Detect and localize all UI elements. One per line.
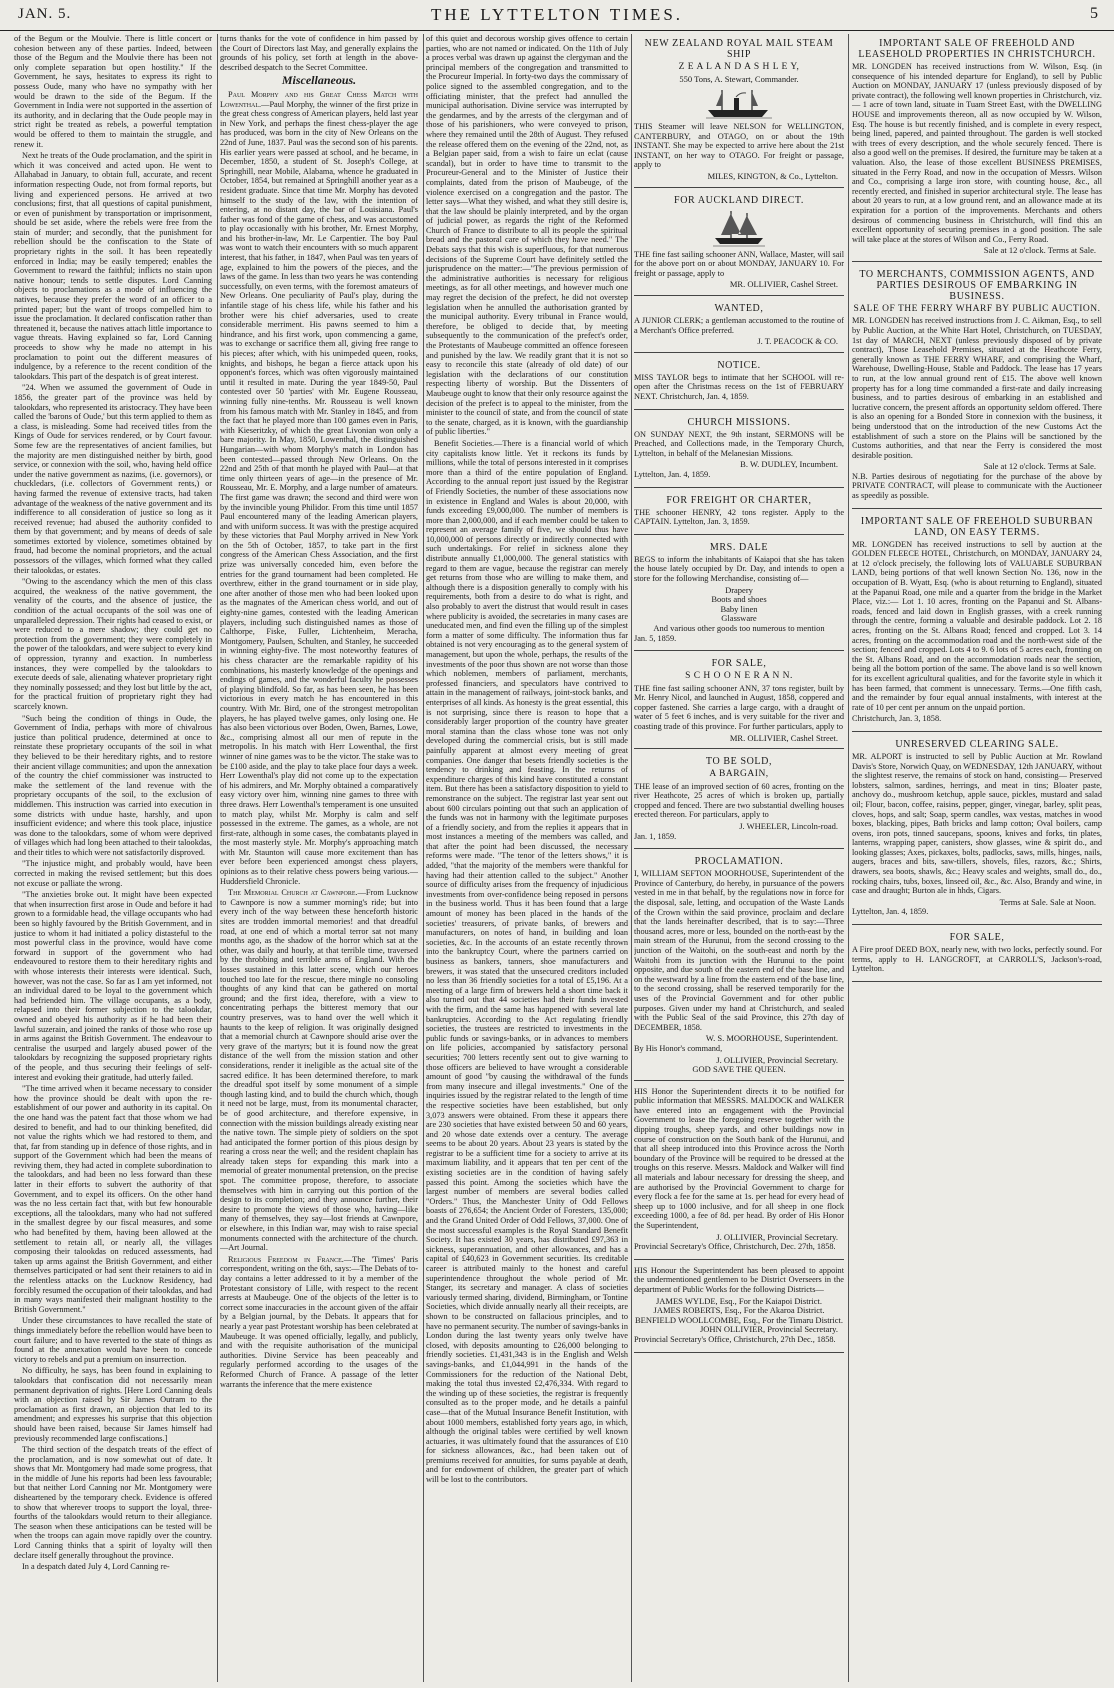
article-paragraph: turns thanks for the vote of confidence in him passed by the Court of Directors last May, and generally explains the grounds of his policy, set forth at length in the above-described despatch to the Secret Committee. (220, 34, 418, 72)
ad-date: Provincial Secretary's Office, Christchurch, Dec. 27th, 1858. (634, 1242, 836, 1252)
sailing-ship-icon (711, 208, 767, 248)
ad-heading: PROCLAMATION. (694, 856, 784, 868)
newspaper-title: THE LYTTELTON TIMES. (430, 5, 684, 24)
article-paragraph: of this quiet and decorous worship gives offence to certain parties, who are not named or indicated. On the 11th of July a proces verbal was drawn up against the clergyman and the principal members of the congregation and transmitted to the Procureur Imperial. In forty-two days the commissary of police signed to the assembled congregation, and to the officiating minister, that the prefect had annulled the municipal authorisation. Divine service was interrupted by the gendarmes, and by the arrests of the clergyman and of those of his parishioners, who were conveyed to prison, where they remained until the 28th of August. They refused the release offered them on the evening of the 22nd, not, as a Belgian paper said, from a wish to faire un eclat (cause scandal), but in order to have time to transmit to the Procureur-General and to the Minister of Justice their complaints, dated from the prison of Maubeuge, of the violence exercised on a congregation and the pastor. The letter says—What they wished, and what they still desire is, that the law should be plainly interpreted, and by the organ of judicial power, as regards the right of the Reformed Church of France to distribute to all its people the spiritual bread and the pastoral care of which they have need." The Debats says that this wish is superfluous, for that numerous decisions of the Supreme Court have definitely settled the jurisprudence on the matter:—"The previous permission of the administrative authorities is necessary for religious meetings, as for all other meetings, and however much one may regret the decision of the prefect, he did not overstep legislation when he annulled the authorisation granted by the municipal authority. Every tribunal in France would, therefore, be obliged to decide that, by meeting subsequently to the communication of the prefect's order, the Protestants of Maubeuge committed an offence foreseen and punished by the law. We readily grant that it is not so easy to reconcile this state (already of old date) of our legislation with the declarations of our constitution respecting liberty of worship. But the Dissenters of Maubeuge ought to know that their only resource against the decision of the prefect is to appeal to the minister, from the minister to the council of state, and from the council of state to the senate, charged, as it is known, with the guardianship of public liberties." (426, 34, 628, 437)
ad-body: THE schooner HENRY, 42 tons register. Apply to the CAPTAIN. Lyttelton, Jan. 3, 1859. (634, 507, 844, 527)
ad-sheep-dipping-notice (634, 1084, 844, 1260)
ad-detail: 550 Tons, A. Stewart, Commander. (679, 73, 799, 84)
ad-signature: J. WHEELER, Lincoln-road. (739, 821, 838, 832)
article-paragraph: In a despatch dated July 4, Lord Canning re- (22, 1562, 170, 1572)
ad-list-item: Drapery (725, 584, 753, 595)
ad-heading: TO BE SOLD, (705, 756, 773, 768)
article-paragraph: "The time arrived when it became necessary to consider how the province should be dealt with upon the re-establishment of our power and authority in its capital. On the one hand was the patent fact that those whom we had desired to benefit, and had to our thinking benefited, did not value the rights which we had restored to them, and that, far from standing up in defence of those rights, and in support of the Government which had been the means of reviving them, they had acted in complete subordination to the talookdars, and had been no less forward than these latter in their efforts to subvert the authority of that Government, and to expel its officers. On the other hand was the no less certain fact that, with but few honourable exceptions, all the talookdars, many who had not suffered in the smallest degree by our fiscal measures, and some who had benefited by them, having been allowed at the settlement to retain all, or nearly all, the villages composing their talookdas on reduced assessments, had taken up arms against the British Government, and either themselves participated or had sent their retainers to aid in the relentless attacks on the Lucknow Residency, had forcibly resumed the occupation of their talookdas, and had in many ways manifested their malignant hostility to the British Government." (14, 1084, 212, 1314)
ad-list-item: And various other goods too numerous to mention (653, 622, 825, 633)
ad-heading: IMPORTANT SALE OF FREEHOLD SUBURBAN LAND, ON EASY TERMS. (860, 515, 1094, 538)
ad-body: MR. LONGDEN has received instructions from J. C. Aikman, Esq., to sell by Public Auction, at the White Hart Hotel, Christchurch, on TUESDAY, 1st day of MARCH, NEXT (unless previously disposed of by private contract), Those Leasehold Premises, situated at the Heathcote Ferry, generally known as THE FERRY WHARF, and comprising the Wharf, Warehouse, Dwelling-House, Stable and Paddock. The lease has 17 years to run, at the low annual ground rent of £15. The above well known property has for a long time commanded a first-rate and daily increasing business, and to parties desirous of embarking in an established and lucrative concern, the present affords an opportunity seldom offered. There is also an opening for a Bonded Store in connexion with the business, it being understood that on the introduction of the new Customs Act the establishment of such a store on the Plains will be sanctioned by the Customs authorities, and that near the Ferry is considered the most desirable position. (852, 316, 1102, 460)
article-text: —Paul Morphy, the winner of the first prize in the great chess congress of American players, held last year in New York, and perhaps the finest chess-player the age has produced, was born in the city of New Orleans on the 22nd of June, 1837. Paul was the second son of his parents. His earlier years were passed at school, and he became, in December, 1850, a student of St. Joseph's College, at Springhill, near Mobile, Alabama, whence he graduated in October, 1854, but remained at Springhill another year as a resident graduate. Since that time Mr. Morphy has devoted himself to the study of the law, with the intention of entering, at no distant day, the bar of Louisiana. Paul's father was fond of the game of chess, and was accustomed to play occasionally with his brother, Mr. Ernest Morphy, and his brother-in-law, Mr. Le Carpentier. The boy Paul was wont to watch their encounters with so much apparent interest, that his father, in 1847, when Paul was ten years of age, explained to him the powers of the pieces, and the laws of the game. In less than two years he was contending successfully, on even terms, with the foremost amateurs of New Orleans. One peculiarity of Paul's play, during the infantile stage of his chess life, while his father and his brother were his chief adversaries, used to create considerable merriment. His pawns seemed to him a hindrance, and his first work, upon commencing a game, was to exchange or sacrifice them all, giving free range to his pieces; after which, with his unimpeded queen, rooks, knights, and bishops, he began a fierce attack upon his opponent's forces, which was often vigorously maintained until it resulted in mate. During the year 1849-50, Paul contested over 50 'parties' with Mr. Eugene Rousseau, winning fully nine-tenths. Mr. Rousseau is well known from his famous match with Mr. Stanley in 1845, and from the fact that he played more than 100 games even in Paris, with Kieseritzky, of which the great Livonian won only a bare majority. In May, 1850, Lowenthal, the distinguished Hungarian—with whom Morphy's match in London has been contested—passed through New Orleans. On the 22nd and 25th of that month he played with Paul—at that time only thirteen years of age—in the presence of Mr. Rousseau, Mr. E. Morphy, and a large number of amateurs. The first game was drawn; the second and third were won by the invincible young Philidor. From this time until 1857 Paul encountered many of the leading American players, and with uniform success. It was with the prestige acquired by these victories that Paul Morphy arrived in New York on the 5th of October, 1857, to take part in the first congress of the American Chess Association, and the first prize was universally conceded him, even before the entries for the grand tournament had been completed. He overthrew, either in the grand tournament or in side play, one after another of those men who had been looked upon as the magnates of the American chess world, and out of eighty-nine games, contested with the leading American players, including such distinguished names as those of Calthorpe, Fiske, Fuller, Lichtenheim, Meracha, Montgomery, Paulsen, Schulten, and Stanley, he succeeded in winning eighty-five. The most noteworthy features of his chess character are the remarkable rapidity of his combinations, his masterly knowledge of the openings and endings of games, and the wonderful faculty he possesses of playing blindfold. So far, as has been seen, he has been victorious in every match he has encountered in this country. With Mr. Bird, one of the strongest metropolitan players, he has played twelve games, only losing one. He has also been victorious over Boden, Owen, Barnes, Lowe, &c., comprising almost all our men of repute in the metropolis. In his match with Herr Lowenthal, the first winner of nine games was to be the victor. The stake was to be £100 aside, and the play to take place four days a week. Herr Lowenthal's play did not come up to the expectation of his admirers, and Mr. Morphy obtained a comparatively easy victory over him, winning nine games to three with three draws. Herr Lowenthal's temperament is one unsuited to match play, whilst Mr. Morphy is calm and self possessed in the extreme. The games, as a whole, are not first-rate, although in some cases, the combatants played in the most masterly style. Mr. Morphy's approaching match with Mr. Staunton will cause more excitement than has ever before been experienced amongst chess players, opinions as to their relative chess powers being various.—Huddersfield Chronicle. (220, 99, 418, 886)
article-paragraph (220, 90, 418, 886)
ad-subheading: A BARGAIN, (709, 769, 769, 780)
ad-signature: J. T. PEACOCK & CO. (757, 336, 838, 347)
ad-body: HIS Honor the Superintendent directs it to be notified for public information that MESSRS. MALDOCK and WALKER have entered into an engagement with the Provincial Government to lease the foregoing reserve together with the dipping troughs, sheep yards, and other buildings now in course of construction on the South bank of the Hurunui, and that all sheep introduced into this Province across the North boundary of the Province will be required to be dressed at the troughs on this reserve. Messrs. Maldock and Walker will find all materials and labour necessary for dressing the sheep, and are authorised by the Provincial Government to charge for every flock a fee for the same at 1s. per head for every head of sheep up to 1000 inclusive, and for all sheep in one flock exceeding 1000, a fee of 8d. per head. By order of His Honor the Superintendent, (634, 1086, 844, 1230)
ad-date: Jan. 5, 1859. (634, 633, 677, 643)
ad-body: THE fine fast sailing schooner ANN, 37 tons register, built by Mr. Henry Nicol, and launched in August, 1858, coppered and copper fastened. She carries a large cargo, with a draught of water of 5 feet 6 inches, and is very suitable for the river and coasting trade of this province. For further particulars, apply to (634, 683, 844, 731)
column-rule (217, 34, 218, 1682)
ad-church-missions (634, 413, 844, 488)
article-paragraph (220, 888, 418, 1253)
article-paragraph: Under these circumstances to have recalled the state of things immediately before the rebellion would have been to court failure; and to have reverted to the state of things as found at the annexation would have been to concede victory to rebels and put a premium on insurrection. (14, 1316, 212, 1364)
ad-signature: W. S. MOORHOUSE, Superintendent. (705, 1033, 838, 1044)
article-heading: Religious Freedom in France. (228, 1254, 344, 1264)
page-number: 5 (1090, 5, 1098, 22)
article-paragraph: The third section of the despatch treats of the effect of the proclamation, and is now somewhat out of date. It shows that Mr. Montgomery had made some progress, that in the middle of June his reports had been less favourable; but that neither Lord Canning nor Mr. Montgomery were disheartened by the temporary check. Evidence is offered to show that wherever troops to support the loyal, three-fourths of the talookdars would return to their allegiance. The season when these anticipations can be tested will be when the troops can again move rapidly over the country. Lord Canning thinks that a spirit of loyalty will then declare itself generally throughout the province. (14, 1445, 212, 1560)
ad-date: Provincial Secretary's Office, Christchurch, 27th Dec., 1858. (634, 1334, 836, 1344)
column-3-articles (426, 34, 628, 1682)
ad-body: I, WILLIAM SEFTON MOORHOUSE, Superintendent of the Province of Canterbury, do hereby, in pursuance of the powers vested in me in that behalf, by the regulations now in force for the disposal, sale, letting, and occupation of the Waste Lands of the Crown within the said province, proclaim and declare that the lands hereinafter described, that is to say:—Three thousand acres, more or less, bounded on the north-east by the main stream of the Hurunui, from the second crossing to the junction of the Waitohi, on the south-east and north by the Waitohi from its junction with the Hurunui to the point opposite, and due south of the eastern end of the base line, and on the westward by a line from the eastern end of the base line, to the second crossing, shall be reserved temporarily for the uses of the Provincial Government and for other public purposes. Given under my hand at Christchurch, and sealed with the Public Seal of the said Province, this 27th day of DECEMBER, 1858. (634, 869, 844, 1032)
ad-body: THE lease of an improved section of 60 acres, fronting on the river Heathcote, 25 acres of which is broken up, partially cropped and fenced. There are two substantial dwelling houses erected thereon. For particulars, apply to (634, 781, 844, 820)
ad-signature: J. OLLIVIER, Provincial Secretary. (716, 1231, 838, 1242)
ad-date: Christchurch, Jan. 3, 1858. (852, 714, 942, 724)
ad-heading: NOTICE. (717, 359, 761, 371)
ad-body: A Fire proof DEED BOX, nearly new, with two locks, perfectly sound. For terms, apply to H. LANGCROFT, at CARROLL'S, Jackson's-road, Lyttelton. (852, 945, 1102, 974)
ad-to-be-sold (634, 752, 844, 849)
ad-signature: Terms at Sale. Sale at Noon. (999, 896, 1096, 907)
ad-signature: B. W. DUDLEY, Incumbent. (740, 459, 838, 470)
steamship-icon (704, 86, 774, 120)
article-text: —The 'Times' Paris correspondent, writing on the 6th, says:—The Debats of to-day contains a letter addressed to it by a member of the Protestant consistory of Lille, with respect to the recent arrests at Maubeuge. One of the objects of the letter is to correct some inaccuracies in the account given of the affair by a Belgian journal, by the Debats. It appears that for nearly a year past Protestant worship has been celebrated at Maubeuge. It was opened officially, legally, and publicly, and with the requisite authorisation of the municipal authorities. Divine Service has been peaceably and regularly performed according to the usages of the Reformed Church of France. A passage of the letter warrants the inference that the mere existence (220, 1254, 418, 1389)
ad-schooner-sale (634, 654, 844, 749)
ad-signature: JOHN OLLIVIER, Provincial Secretary. (699, 1324, 838, 1335)
ad-list-item: Boots and shoes (711, 594, 767, 605)
ad-auckland-direct (634, 191, 844, 296)
ad-body: A JUNIOR CLERK; a gentleman accustomed to the routine of a Merchant's Office preferred. (634, 316, 844, 335)
ad-list-item: Baby linen (720, 603, 758, 614)
ad-heading: NEW ZEALAND ROYAL MAIL STEAM SHIP (644, 38, 834, 60)
ad-body: MISS TAYLOR begs to intimate that her SCHOOL will re-open after the Christmas recess on the 1st of FEBRUARY NEXT. Christchurch, Jan. 4, 1859. (634, 372, 844, 401)
ad-body: BEGS to inform the inhabitants of Kaiapoi that she has taken the house lately occupied by Dr. Day, and intends to open a store for the following Merchandise, consisting of— (634, 554, 844, 583)
column-rule (423, 34, 424, 1682)
ad-heading: FOR SALE, (711, 658, 767, 670)
ad-clearing-sale (852, 735, 1102, 925)
ad-subheading: S C H O O N E R A N N. (685, 671, 793, 682)
ad-ferry-wharf-sale (852, 265, 1102, 509)
section-title-miscellaneous: Miscellaneous. (281, 73, 357, 88)
ad-wanted-clerk (634, 299, 844, 353)
ad-signature: MR. OLLIVIER, Cashel Street. (729, 732, 838, 743)
ad-heading: UNRESERVED CLEARING SALE. (895, 738, 1059, 750)
column-4-advertisements (634, 34, 844, 1682)
ad-heading: IMPORTANT SALE OF FREEHOLD AND LEASEHOLD PROPERTIES IN CHRISTCHURCH. (858, 38, 1096, 60)
ad-district-overseers (634, 1263, 844, 1353)
ad-signature: MILES, KINGTON, & Co., Lyttelton. (707, 171, 838, 182)
article-heading: Paul Morphy and his Great Chess Match with Lowenthal. (220, 89, 418, 109)
ad-signature: Sale at 12 o'clock. Terms at Sale. (983, 461, 1096, 472)
ad-body: HIS Honour the Superintendent has been pleased to appoint the undermentioned gentlemen to be District Overseers in the department of Public Works for the following Districts— (634, 1265, 844, 1294)
article-paragraph: "Owing to the ascendancy which the men of this class acquired, the weakness of the native government, the venality of the courts, and the absence of justice, the condition of the actual occupants of the soil was one of unparalleled depression. Their rights had ceased to exist, or were reduced to a mere shadow; they could get no protection from the government; they were completely in the power of the talookdars, and were subject to every kind of oppression, tyranny and exaction. In numberless instances, they were compelled by the talookdars to execute deeds of sale, alienating whatever proprietary right they nominally possessed; and they lost but little by the act, for the practical fruition of proprietary right they had scarcely known. (14, 577, 212, 711)
ad-notice-school (634, 356, 844, 410)
article-paragraph: No difficulty, he says, has been found in explaining to talookdars that confiscation did not necessarily mean permanent deprivation of rights. [Here Lord Canning deals with an objection raised by Sir James Outram to the proclamation as first drawn, an objection that led to its amendment; and expresses his surprise that this objection should have been raised, because Sir James himself had previously recommended large confiscations.] (14, 1366, 212, 1443)
ad-steam-ship (634, 34, 844, 188)
ad-mrs-dale (634, 538, 844, 651)
ad-proclamation (634, 852, 844, 1080)
ad-heading: FOR SALE, (949, 932, 1005, 944)
ad-secretary: J. OLLIVIER, Provincial Secretary. (716, 1054, 838, 1065)
ad-signature: Sale at 12 o'clock. Terms at Sale. (983, 245, 1096, 256)
article-paragraph: "The anxieties broke out. It might have been expected that when insurrection first arose in Oude and before it had grown to a formidable head, the village occupants who had been so highly favoured by the British Government, and in justice to whom it had initiated a policy distasteful to the most powerful class in the province, would have come forward in support of the government who had endeavoured to restore them to their hereditary rights and with whose interests their interests were identical. Such, however, was not the case. So far as I am yet informed, not an individual dared to be loyal to the government which had befriended him. The village occupants, as a body, relapsed into their former subjection to the talookdar, owned and obeyed his authority as if he had been their lawful suzerain, and joined the ranks of those who rose up in arms against the British Government. The endeavour to centralise the usurped and largely abused power of the talookdars by recognizing the supposed proprietary rights of the people, and thus securing their feelings of self-interest and evoking their gratitude, had utterly failed. (14, 890, 212, 1082)
article-paragraph: of the Begum or the Moulvie. There is little concert or cohesion between any of these parties. Indeed, between those of the Begum and the Moulvie there has been not only complete separation but open hostility." If the Government, he says, hesitates to express its right to possess Oude, many who have no sympathy with her would be drawn to the side of the Begum. If the Government in India were not supported in the assertion of its authority, and in declaring that the Oude people may in strict right be treated as rebels, a powerful temptation would be offered to them to maintain the struggle, and renew it. (14, 34, 212, 149)
article-paragraph: Benefit Societies.—There is a financial world of which city capitalists know little. Yet it reckons its funds by millions, while the total of persons interested in it comprises more than a third of the entire population of England. According to the annual report just issued by the Registrar of Friendly Societies, the number of these associations now in existence in England and Wales is about 20,000, with funds exceeding £9,000,000. The number of members is more than 2,000,000, and if each member could be taken to represent an average family of five, we should thus have 10,000,000 of persons directly or indirectly connected with such undertakings. For relief in sickness alone they distribute annually £1,000,000. The general statistics with regard to them are vague, because the registrar can merely get returns from those who are willing to make them, and although there is a disposition generally to comply with his requirements, both from a desire to do what is right, and also probably to avert the distrust that would result in cases where publicity is avoided, the secretaries in many cases are uneducated men, and find even the filling up of the simplest form a matter of some difficulty. The information thus far obtained is not very encouraging as to the general system of management, but upon the whole, perhaps, the results of the investments of the poor thus shown are not worse than those which noblemen, members of parliament, merchants, professed financiers, and speculators have contrived to attain in the management of railways, joint-stock banks, and enterprises of all kinds. As honesty is the great essential, this is not surprising, since there is reason to hope that a considerably larger proportion of the country have greater moral stamina than the class whose tone was not only developed during the commercial crisis, but is still made painfully apparent at almost every meeting of great companies. One danger that besets friendly societies is the tendency to drinking and feasting. In the returns of expenditure charges of this kind have constituted a constant item. But there has been a satisfactory disposition to yield to remonstrance on the subject. The registrar last year sent out about 600 circulars pointing out that such an application of the funds was not in harmony with the legitimate purposes of a friendly society, and from the replies it appears that in most instances a meeting of the members was called, and that after the point had been discussed, the necessary reforms were made. "The tenor of the letters shows," it is added, "that the majority of the members were thankful for having had their attention called to the subject." Another source of difficulty arises from the frequency of injudicious investments from over-confidence being reposed in persons in the business world. Thus it has been found that a large amount of money has been placed in the hands of the societies' treasurers, of private banks, of brewers and manufacturers, on notes of hand, in building and loan societies, &c. In the accounts of an estate recently thrown into the bankruptcy Court, where the partners carried on business as bankers, tanners, shoe manufacturers and brewers, it was stated that the unsecured creditors included no less than 36 friendly societies for a total of £5,196. At a meeting of a large firm of brewers held a short time back it also turned out that 44 societies had their funds invested with the firm, and the same has happened with several late bankruptcies. According to the Act regulating friendly societies, the trustees are restricted to investments in the public funds or savings-banks, or in advances to members on life policies, accompanied by satisfactory personal securities; 700 letters recently sent out to give warning to those officers are believed to have wrought a considerable amount of good "by causing the withdrawal of the funds from many insecure and illegal investments." One of the inquiries issued by the registrar related to the length of time the respective societies have been established, but only 3,073 answers were obtained. From these it appears there are 230 societies that have existed between 50 and 60 years, and 20 whose date extends over a century. The average seems to be about 20 years. About 23 years is stated by the registrar to be a sufficient time for a society to arrive at its maximum liability, and it appears that ten per cent of the existing societies are in the condition of having safely passed this point. Among the societies which have the largest number of members are several bodies called "Orders." Thus, the Manchester Unity of Odd Fellows boasts of 276,654; the Ancient Order of Foresters, 135,000; and the Grand United Order of Odd Fellows, 37,000. One of the most successful examples is the Royal Standard Benefit Society. It has existed 30 years, has distributed £97,363 in sickness, superannuation, and other allowances, and has a capital of £40,623 in Government securities. Its creditable career is attributed mainly to the honest and careful superintendence throughout the whole period of Mr. Stanger, its secretary and manager. A class of societies variously termed sharing, dividend, Birmingham, or Tontine Societies, which divide annually nearly all their receipts, are shown to be constructed on fallacious principles, and to have no permanent security. The number of savings-banks in London during the last twenty years only twelve have closed, with deposits amounting to £26,000 belonging to friendly societies. £1,431,343 is in the English and Welsh savings-banks, and £1,044,991 in the hands of the Commissioners for the reduction of the National Debt, making the total thus invested £2,476,334. With regard to the winding up of these societies, the registrar is frequently consulted as to the proper mode, and he details a painful case—that of the Mutual Insurance Benefit Institution, with about 1000 members, established forty years ago, in which, although the original tables were certified by well known actuaries, it was ultimately found that the assurances of £10 for sickness allowances, &c., had been taken out of premiums received for annuities, for sums payable at death, and for endowment of children, the greater part of which will be lost to the contributors. (426, 438, 628, 1485)
ad-body: MR. LONGDEN has received instructions from W. Wilson, Esq. (in consequence of his intended departure for England), to sell by Public Auction on MONDAY, JANUARY 17 (unless previously disposed of by private contract), the following well known properties in Christchurch, viz.— 1 acre of town land, situate in Tuam Street East, with the DWELLING HOUSE and improvements thereon, all as now occupied by W. Wilson, Esq. The house is but recently finished, and is complete in every respect, being lined, papered, and painted throughout. The garden is well stocked with trees of every description, and the whole securely fenced. There is also a good well on the premises. If desired, the furniture may be taken at a valuation. Also, the lease of those excellent BUSINESS PREMISES, situated in the Ferry Road, and now in the occupation of Messrs. Wilson and Co., comprising a large iron store, with counting house, &c., all recently erected, and finished in superior architectural style. The lease has about 20 years to run, at a low ground rent, and an allowance made at its expiration for a portion of the improvements. Merchants and others desirous of commencing business in Christchurch, will find this an excellent opportunity of securing premises in a good position. The sale will take place at the stores of Wilson and Co., Ferry Road. (852, 62, 1102, 244)
column-2-miscellaneous (220, 34, 418, 1682)
ad-subheading: SALE OF THE FERRY WHARF BY PUBLIC AUCTION. (853, 303, 1101, 314)
ad-body: ON SUNDAY NEXT, the 9th instant, SERMONS will be Preached, and Collections made, in the Temporary Church, Lyttelton, in behalf of the Melanesian Missions. (634, 429, 844, 458)
ad-date: Lyttelton, Jan. 4, 1859. (852, 907, 929, 917)
article-text: —From Lucknow to Cawnpore is now a summer morning's ride; but into every inch of the way between these henceforth historic sites are trodden immortal memories! and that dreadful road, at one end of which a mortal terror sat not many months ago, as the shadow of the horror which sat at the other, was daily and hourly, at that terrible time, traversed by the throbbing and terrible arms of England. With the losses sustained in this latter scene, which our heroes touched too late for the rescue, there mingle no consoling thoughts of any kind that can be gathered on mortal ground; and the first idea, therefore, with a view to concentrating perhaps the bitterest memory that our country preserves, was to hand over the well which it haunts to the keep of religion. It was originally designed that a memorial church at Cawnpore should arise over the very grave of the martyrs; but it is found now the great distance of the well from the mission station and other considerations, render it ineligible as the actual site of the sacred edifice. It has been determined therefore, to mark the dreadful spot itself by some monument of a simple though lasting kind, and to build the church which, though it need not be large, must, from its monumental character, be of good architecture, and therefore expensive, in connection with the mission buildings already existing near the native town. The simple piety of soldiers on the spot had anticipated the former portion of this pious design by rearing a cross near the well; and the resident chaplain has already taken steps for expanding this mark into a memorial of greater monumental pretension, on the precise spot. The committee propose, therefore, to associate themselves with him in carrying out this portion of the design to its completion; and they announce further, their desire to promote the views of those who, having—like many of themselves, they say—lost friends at Cawnpore, or elsewhere, in this Indian war, may wish to raise special monuments connected with the architecture of the church.—Art Journal. (220, 888, 418, 1253)
column-rule (631, 34, 632, 1682)
column-5-auction-ads (852, 34, 1102, 1682)
article-paragraph: Next he treats of the Oude proclamation, and the spirit in which it was conceived and acted upon. He went to Allahabad in January, to obtain full, accurate, and recent information respecting Oude, not from formal reports, but living and experienced persons. He arrived at two conclusions; first, that all questions of capital punishment, or even of punishment by transportation or imprisonment, should be set aside, where the rebels were free from the stain of murder; and secondly, that the punishment for rebellion should be the confiscation to the State of proprietary rights in the soil. It has been repeatedly enforced in India; may be easily tempered; enables the Government to reward the faithful; inflicts no stain upon native honour; tends to settle disputes. Lord Canning objects to proclamations as a mode of influencing the natives, because they prefer the word of an officer to a printed paper; but the want of troops compelled him to issue the proclamation. It declared confiscation rather than threatened it, because the natives attach little importance to vague threats. Having explained so far, Lord Canning proceeds to show why he made no attempt in his proclamation to point out the different measures of indulgence, by a reference to the recent condition of the talookdars. This part of the despatch is of great interest. (14, 151, 212, 381)
ad-heading: WANTED, (714, 303, 764, 315)
ad-heading: CHURCH MISSIONS. (687, 416, 791, 428)
article-paragraph (220, 1255, 418, 1389)
ad-suburban-land-sale (852, 512, 1102, 732)
ad-body: MR. ALPORT is instructed to sell by Public Auction at Mr. Rowland Davis's Store, Norwich Quay, on WEDNESDAY, 12th JANUARY, without the slightest reserve, the remains of stock on hand, consisting— Preserved lobsters, salmon, sardines, herrings, and meat in tins; Bloater paste, anchovy do., mushroom ketchup, apple sauce, pickles, mustard and salad oil; Flour, bacon, coffee, raisins, pepper, ginger, vinegar, barley, split peas, cloves, hops, and salt; Soap, sperm candles, wax vestas, matches in wood boxes, blacking, pipes, Bath bricks and lamp cotton; Oval boilers, camp ovens, iron pots, tinned saucepans, spoons, knives and forks, tin plates, lanterns, wrapping paper, canisters, show glasses, wine & spirit do., and looking glasses; Axes, pickaxes, bolts, padlocks, saws, mills, hinges, nails, augers, braces and bits, saw-tillers, shovels, files, razors, &c.; Shirts, drawers, sea boots, shawls, &c.; Heavy scales and weights, small do., do., rocking chairs, tubs, boxes, linseed oil, &c., &c. Also, Brandy and wine, in case and draught; Burton ale in hhds, Cigars. (852, 751, 1102, 896)
ad-body: MR. LONGDEN has received instructions to sell by auction at the GOLDEN FLEECE HOTEL, Christchurch, on MONDAY, JANUARY 24, at 12 o'clock precisely, the following lots of VALUABLE SUBURBAN LAND, being portions of that well known Section No. 136, now in the occupation of B. Wyatt, Esq. (who is about returning to England), situated at the Papanui Road, one mile and a quarter from the bridge in the Market Place, viz.:— Lot 1. 10 acres, fronting on the Papanui and St. Albans-roads, fenced and laid down in English grasses, with a creek running through the centre, forming a valuable and desirable paddock. Lot 2. 18 acres, fronting on the St. Albans Road; fenced and cropped. Lot 3. 14 acres, fronting on the accommodation road and the north-west side of the section; fenced and cropped. Lots 4 to 9. 6 lots of 5 acres each, fronting on the St. Albans Road, and on the accommodation roads near the section, being all the bottom portion of the same. The above land is so well known for its excellent agricultural qualities, and for the favorite style in which it has been farmed, that comment is unnecessary. Terms.—One fifth cash, and the remainder by four equal annual instalments, with interest at the rate of 10 per cent per annum on the unpaid portion. (852, 539, 1102, 712)
ad-date: Lyttelton, Jan. 4, 1859. (634, 469, 711, 479)
column-rule (848, 34, 849, 1682)
ad-closing: GOD SAVE THE QUEEN. (692, 1064, 786, 1075)
article-paragraph: "Such being the condition of things in Oude, the Government of India, perhaps with more of chivalrous justice than political prudence, determined at once to reinstate these proprietary occupants of the soil in what they believed to be their hereditary rights, and to restore their ancient village communities; and upon the annexation of the country the chief commissioner was instructed to make the settlement of the land revenue with the proprietary occupants of the soil, to the exclusion of middlemen. This instruction was carried into execution in some districts with undue haste, harshly, and upon insufficient evidence; and where this took place, injustice was done to the talookdars, some of whom were deprived of villages which had long been attached to their talookdas, and their titles to which were not satisfactorily disproved. (14, 713, 212, 857)
ad-body: THIS Steamer will leave NELSON for WELLINGTON, CANTERBURY, and OTAGO, on or about the 19th INSTANT. She may be expected to arrive here about the 21st INSTANT, on her way to OTAGO. For freight or passage, apply to (634, 122, 844, 170)
ad-list-item: Glassware (721, 613, 757, 624)
article-heading: The Memorial Church at Cawnpore. (228, 888, 358, 898)
masthead (0, 0, 1114, 31)
ad-heading: FOR AUCKLAND DIRECT. (674, 194, 804, 206)
ad-note: N.B. Parties desirous of negotiating for the purchase of the above by PRIVATE CONTRACT, will please to communicate with the Auctioneer as speedily as possible. (852, 471, 1102, 501)
ad-freight-charter (634, 491, 844, 535)
ad-body: THE fine fast sailing schooner ANN, Wallace, Master, will sail for the above port on or about MONDAY, JANUARY 10. For freight or passage, apply to (634, 249, 844, 278)
ad-freehold-leasehold-sale (852, 34, 1102, 262)
ad-subheading: Z E A L A N D A S H L E Y, (678, 62, 800, 72)
ad-heading: FOR FREIGHT OR CHARTER, (666, 494, 812, 506)
ad-deed-box-sale (852, 928, 1102, 982)
ad-signature: MR. OLLIVIER, Cashel Street. (729, 279, 838, 290)
ad-heading: TO MERCHANTS, COMMISSION AGENTS, AND PARTIES DESIROUS OF EMBARKING IN BUSINESS. (859, 268, 1095, 302)
article-paragraph: "24. When we assumed the government of Oude in 1856, the greater part of the province was held by talookdars, who represented its aristocracy. They have been called the 'barons of Oude,' but this term applied to them as a class, is misleading. Some had received titles from the Kings of Oude for services rendered, or by Court favour. Some few are the representatives of ancient families, but the majority are men distinguished neither by birth, good service, or connexion with the soil, who, having held office under the native government as nazims, (i.e. governors), or chuckledars, (i.e. collectors of Government rents,) or having farmed the revenue of extensive tracts, had taken advantage of the weakness of the native government and its indifference to all consideration of justice so long as it received revenue; had abused the authority confided to them by that government; and by means of deeds of sale sometimes extorted by violence, sometimes obtained by fraud, had become the nominal proprietors, and the actual possessors of the villages, which formed what they called their talookdas, or estates. (14, 383, 212, 575)
ad-list-item: BENFIELD WOOLLCOMBE, Esq., For the Timaru District. (634, 1314, 844, 1325)
ad-list-item: JAMES WYLDE, Esq., For the Kaiapoi District. (655, 1295, 823, 1306)
ad-heading: MRS. DALE (709, 541, 769, 553)
article-paragraph: "The injustice might, and probably would, have been corrected in making the revised settlement; but this does not excuse or palliate the wrong. (14, 859, 212, 888)
column-1-oude-despatch (14, 34, 212, 1682)
issue-date: JAN. 5. (18, 6, 72, 22)
ad-date: Jan. 1, 1859. (634, 831, 677, 841)
ad-command: By His Honor's command, (634, 1043, 723, 1053)
ad-list-item: JAMES ROBERTS, Esq., For the Akaroa District. (653, 1305, 825, 1316)
